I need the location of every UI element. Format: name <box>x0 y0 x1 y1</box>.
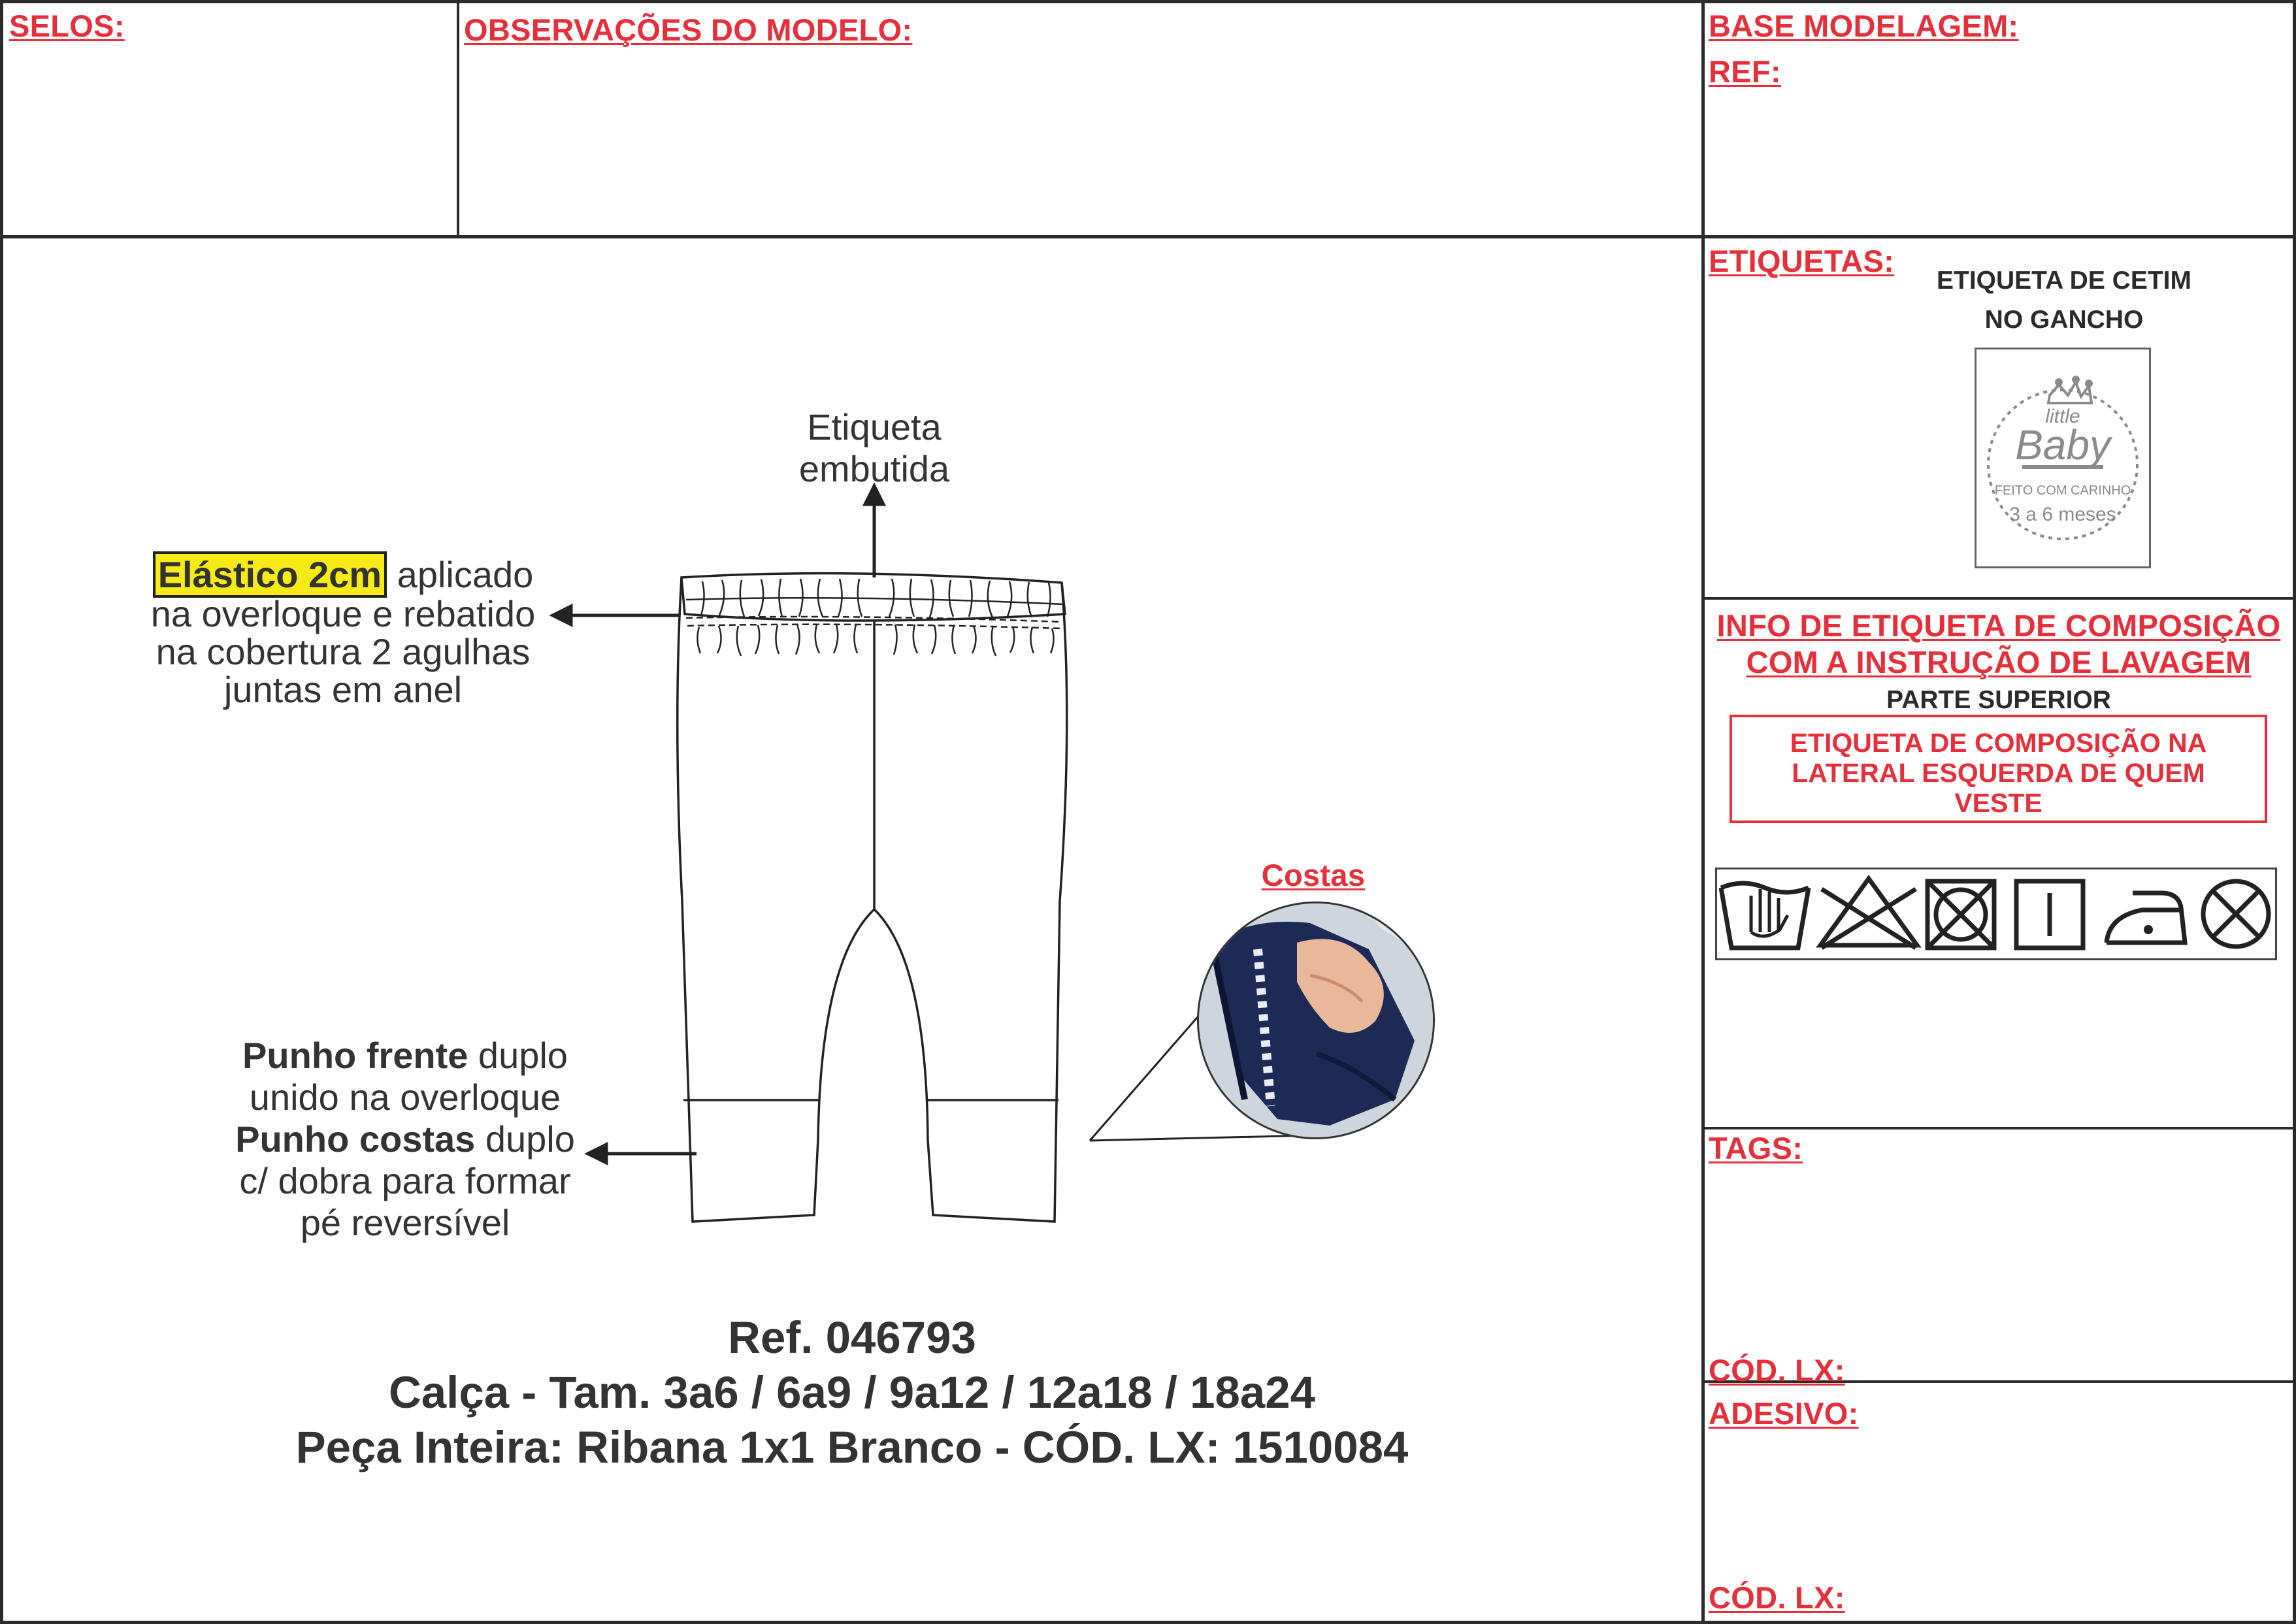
selos-label: SELOS: <box>9 8 125 43</box>
base-modelagem-label: BASE MODELAGEM: <box>1709 8 2019 43</box>
elastico-highlight: Elástico 2cm <box>153 551 387 598</box>
punho-note-line2: unido na overloque <box>249 1077 561 1118</box>
etiqueta-embutida-line1: Etiqueta <box>807 406 942 447</box>
ref-label: REF: <box>1709 54 1781 89</box>
svg-text:little: little <box>2045 406 2080 427</box>
elastico-rest: aplicado <box>387 554 534 595</box>
costas-detail-photo <box>1197 901 1435 1139</box>
composicao-title-line1: INFO DE ETIQUETA DE COMPOSIÇÃO <box>1716 608 2281 643</box>
punho-note-line3 <box>157 1118 653 1160</box>
care-symbols-strip <box>1715 868 2277 960</box>
composicao-divider <box>1701 1127 2296 1129</box>
product-material: Peça Inteira: Ribana 1x1 Branco - CÓD. LX: 1510084 <box>295 1422 1409 1472</box>
tags-cod-lx: CÓD. LX: <box>1709 1353 1845 1388</box>
pants-back-photo-icon <box>1199 903 1433 1137</box>
no-dry-clean-icon <box>2203 881 2269 947</box>
no-bleach-icon <box>1820 879 1917 948</box>
composicao-box-line1: ETIQUETA DE COMPOSIÇÃO NA <box>1790 728 2207 758</box>
elastico-note-line2: na overloque e rebatido <box>150 593 536 634</box>
punho-frente-bold: Punho frente <box>242 1035 468 1076</box>
adesivo-label: ADESIVO: <box>1709 1396 1859 1431</box>
svg-text:3 a 6 meses: 3 a 6 meses <box>2009 504 2116 525</box>
composicao-title-line2: COM A INSTRUÇÃO DE LAVAGEM <box>1746 645 2252 679</box>
tags-label: TAGS: <box>1709 1131 1803 1165</box>
composicao-box <box>1730 715 2267 823</box>
etiqueta-cetim-line2: NO GANCHO <box>1984 306 2144 334</box>
elastico-note-line3: na cobertura 2 agulhas <box>156 631 531 672</box>
line-dry-icon <box>2016 881 2083 948</box>
etiqueta-embutida-line2: embutida <box>798 448 950 489</box>
hand-wash-icon <box>1721 883 1809 948</box>
iron-low-icon <box>2107 893 2185 943</box>
svg-text:Baby: Baby <box>2015 421 2110 468</box>
punho-note-line4: c/ dobra para formar <box>239 1160 571 1201</box>
punho-note-line5: pé reversível <box>300 1202 510 1243</box>
costas-label: Costas <box>1261 858 1366 892</box>
punho-frente-rest: duplo <box>468 1035 568 1076</box>
no-tumble-dry-icon <box>1927 881 1994 948</box>
punho-note-line1 <box>157 1035 653 1077</box>
elastico-note-line4: juntas em anel <box>223 669 463 710</box>
product-ref: Ref. 046793 <box>728 1312 976 1363</box>
product-description: Calça - Tam. 3a6 / 6a9 / 9a12 / 12a18 / 18a24 <box>388 1367 1316 1418</box>
svg-text:FEITO COM CARINHO: FEITO COM CARINHO <box>1994 483 2131 498</box>
etiqueta-cetim-line1: ETIQUETA DE CETIM <box>1937 267 2191 295</box>
parte-superior: PARTE SUPERIOR <box>1886 686 2111 714</box>
etiquetas-divider <box>1701 597 2296 600</box>
punho-costas-bold: Punho costas <box>235 1118 476 1160</box>
etiquetas-label: ETIQUETAS: <box>1709 244 1895 278</box>
adesivo-cod-lx: CÓD. LX: <box>1709 1580 1845 1615</box>
punho-costas-rest: duplo <box>475 1118 575 1160</box>
composicao-box-line2: LATERAL ESQUERDA DE QUEM <box>1792 758 2205 788</box>
composicao-box-line3: VESTE <box>1954 788 2042 818</box>
little-baby-logo-icon <box>1976 349 2149 566</box>
frame-bottom <box>0 1621 2296 1624</box>
observacoes-label: OBSERVAÇÕES DO MODELO: <box>464 12 913 47</box>
elastico-note-line1 <box>105 554 582 596</box>
satin-label-logo <box>1975 348 2151 568</box>
